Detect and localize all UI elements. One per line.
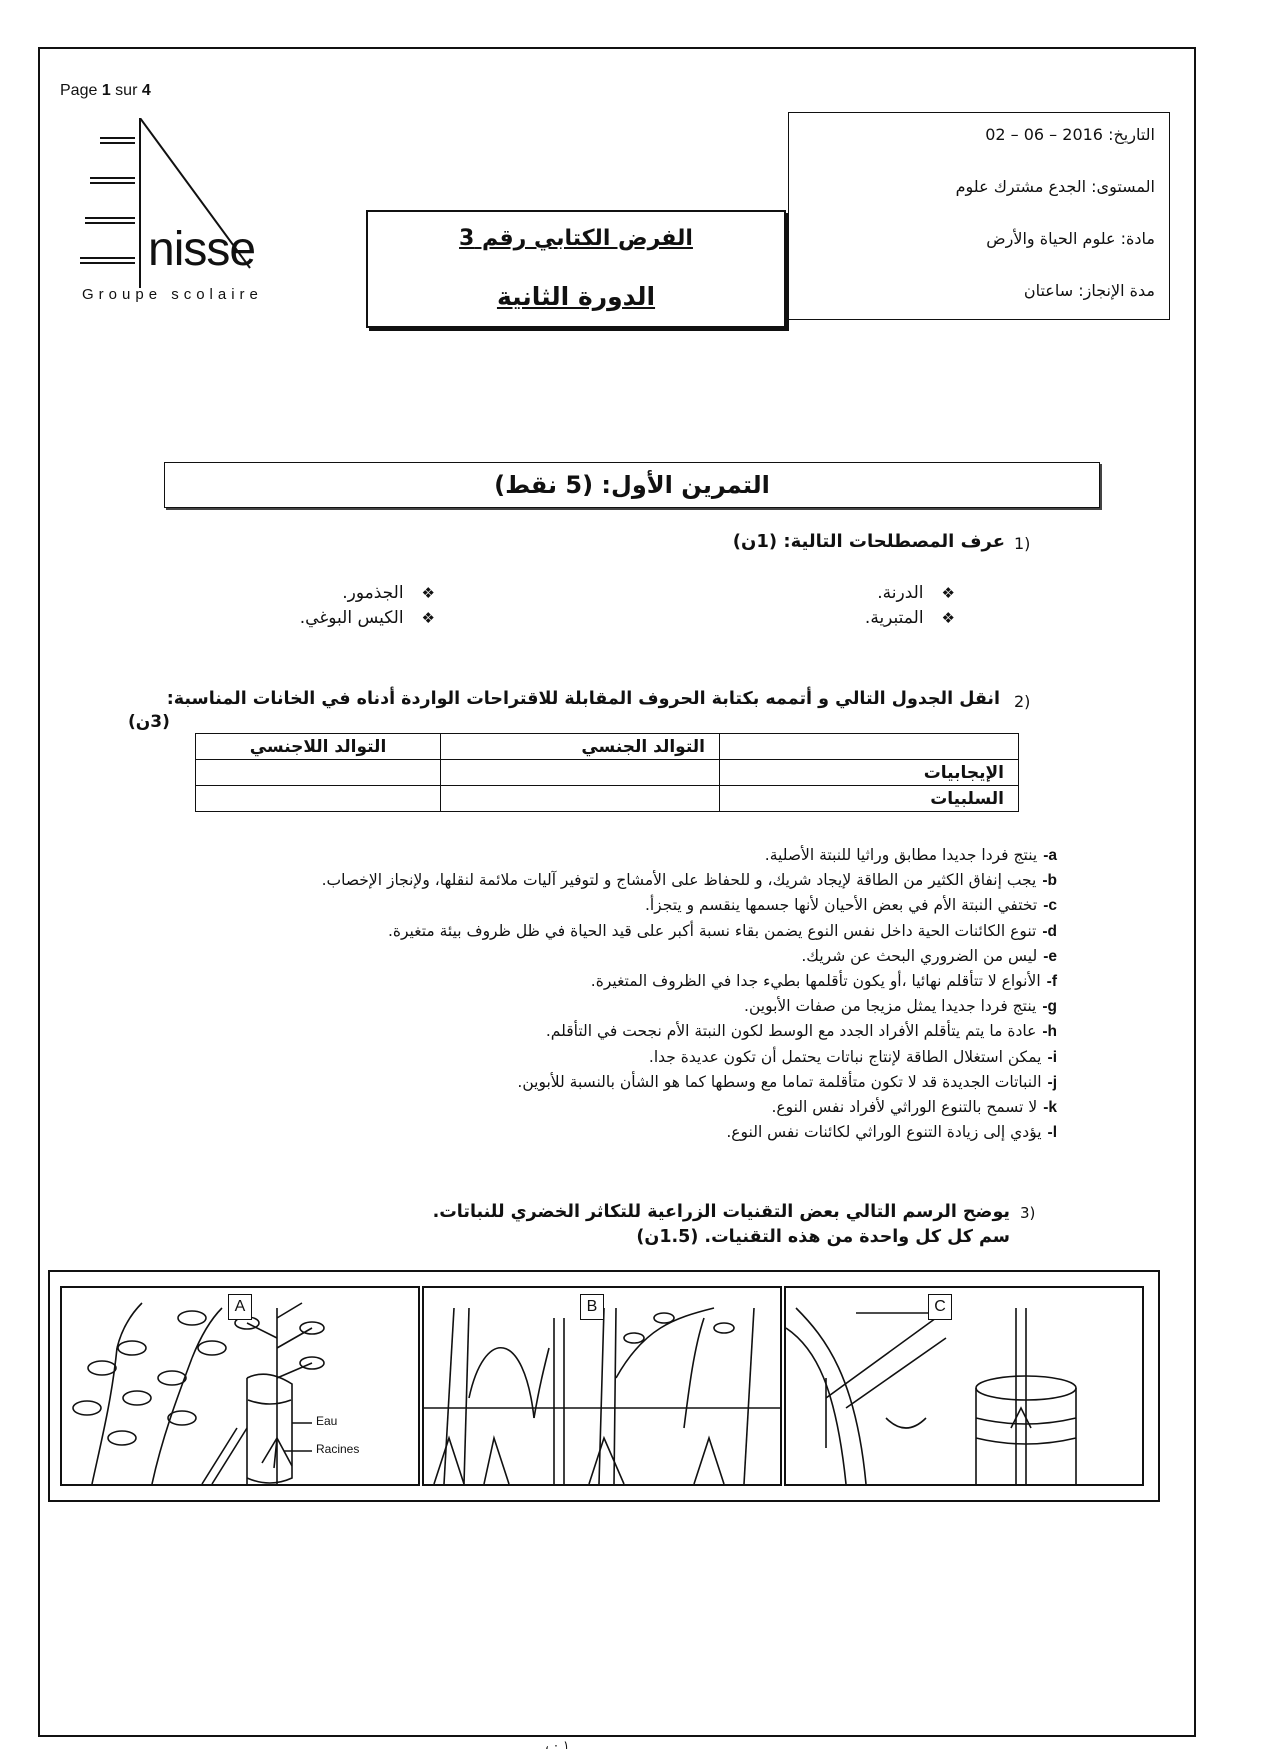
list-item: a-ينتج فردا جديدا مطابق وراثيا للنبتة الأصلية. xyxy=(764,846,1057,864)
logo-subtitle: Groupe scolaire xyxy=(82,286,263,303)
exercise-header xyxy=(164,462,1100,508)
reproduction-table xyxy=(195,733,1019,812)
figure-panel-a xyxy=(60,1286,420,1486)
list-item: c-تختفي النبتة الأم في بعض الأحيان لأنها جسمها ينقسم و يتجزأ. xyxy=(644,896,1057,915)
list-item: h-عادة ما يتم يتأقلم الأفراد الجدد مع الوسط لكون النبتة الأم نجحت في التأقلم. xyxy=(545,1022,1057,1041)
q1-term-3: ❖المتبرية. xyxy=(864,608,955,628)
footer-marks: ، ١ ٠ xyxy=(545,1738,570,1752)
q1-term-4: ❖الكيس البوغي. xyxy=(299,608,435,628)
list-item: g-ينتج فردا جديدا يمثل مزيجا من صفات الأبوين. xyxy=(744,997,1057,1016)
table-row xyxy=(196,760,1019,786)
list-item: d-تنوع الكائنات الحية داخل نفس النوع يضمن بقاء نسبة أكبر على قيد الحياة في ظل ظروف بيئة متغيرة. xyxy=(387,921,1057,940)
figures-frame xyxy=(48,1270,1160,1502)
logo-word: nisse xyxy=(148,223,256,276)
q2-number: 2) xyxy=(1014,692,1031,711)
q3-number: 3) xyxy=(1020,1204,1036,1222)
table-cell xyxy=(441,760,720,786)
table-cell xyxy=(196,786,441,812)
table-header-row xyxy=(196,734,1019,760)
list-item: j-النباتات الجديدة قد لا تكون متأقلمة تماما مع وسطها كما هو الشأن بالنسبة للأبوين. xyxy=(517,1072,1057,1091)
grafting-illustration xyxy=(786,1288,1142,1484)
table-row-label-disadvantages: السلبيات xyxy=(720,786,1019,812)
table-header-sexual: التوالد الجنسي xyxy=(441,734,720,760)
propositions-list xyxy=(17,843,1057,1145)
figure-panel-c xyxy=(784,1286,1144,1486)
exam-title: الفرض الكتابي رقم 3 xyxy=(459,226,693,251)
exam-subject: مادة: علوم الحياة والأرض xyxy=(986,229,1155,248)
label-water: Eau xyxy=(316,1414,338,1428)
list-item: l-يؤدي إلى زيادة التنوع الوراثي لكائنات نفس النوع. xyxy=(726,1123,1057,1142)
exam-title-box xyxy=(366,210,786,328)
label-roots: Racines xyxy=(316,1442,360,1456)
table-header-asexual: التوالد اللاجنسي xyxy=(196,734,441,760)
exam-info-box xyxy=(788,112,1170,320)
list-item: i-يمكن استغلال الطاقة لإنتاج نباتات يحتمل أن تكون عديدة جدا. xyxy=(648,1047,1057,1066)
list-item: f-الأنواع لا تتأقلم نهائيا ،أو يكون تأقلمها بطيء جدا في الظروف المتغيرة. xyxy=(590,972,1057,991)
exam-session: الدورة الثانية xyxy=(496,282,656,311)
panel-label-b: B xyxy=(580,1294,604,1320)
table-row xyxy=(196,786,1019,812)
q2-text: انقل الجدول التالي و أتممه بكتابة الحروف المقابلة للاقتراحات الواردة أدناه في الخانات المناسبة: xyxy=(166,689,1000,709)
q1-number: 1) xyxy=(1014,534,1031,553)
figure-panel-b xyxy=(422,1286,782,1486)
q1-term-1: ❖الدرنة. xyxy=(877,583,955,603)
list-item: e-ليس من الضروري البحث عن شريك. xyxy=(801,946,1057,965)
table-cell xyxy=(441,786,720,812)
q1-text: عرف المصطلحات التالية: (1ن) xyxy=(732,531,1005,552)
q3-line-2: سم كل كل واحدة من هذه التقنيات. (1.5ن) xyxy=(636,1227,1010,1247)
q2-points: (3ن) xyxy=(128,712,170,732)
exam-level: المستوى: الجدع مشترك علوم xyxy=(955,177,1155,196)
table-cell xyxy=(196,760,441,786)
table-corner-cell xyxy=(720,734,1019,760)
exam-date: التاريخ: 2016 – 06 – 02 xyxy=(985,125,1155,144)
list-item: b-يجب إنفاق الكثير من الطاقة لإيجاد شريك، و للحفاظ على الأمشاج و لتوفير آليات ملائمة لنقلها، ولإنجاز الإخصاب. xyxy=(321,871,1057,890)
q1-term-2: ❖الجذمور. xyxy=(342,583,435,603)
table-row-label-advantages: الإيجابيات xyxy=(720,760,1019,786)
panel-label-a: A xyxy=(228,1294,252,1320)
exam-duration: مدة الإنجاز: ساعتان xyxy=(1023,281,1155,300)
panel-label-c: C xyxy=(928,1294,952,1320)
q3-line-1: يوضح الرسم التالي بعض التقنيات الزراعية للتكاثر الخضري للنباتات. xyxy=(432,1202,1010,1222)
list-item: k-لا تسمح بالتنوع الوراثي لأفراد نفس النوع. xyxy=(771,1098,1057,1117)
exercise-title: التمرين الأول: (5 نقط) xyxy=(494,471,770,499)
page-number: Page 1 sur 4 xyxy=(60,82,151,99)
